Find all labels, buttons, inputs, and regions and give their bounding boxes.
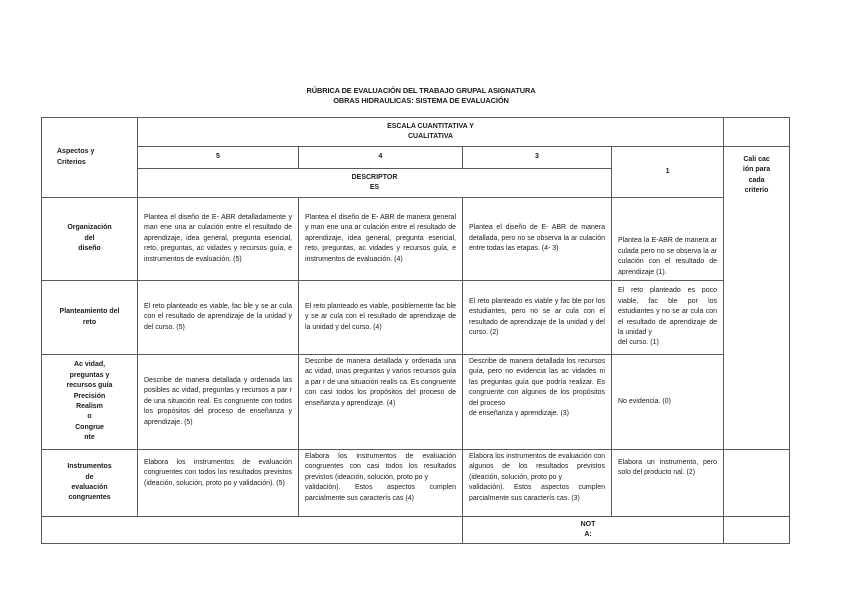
score-cell[interactable] bbox=[724, 450, 790, 517]
criterion-cell: Planteamiento del reto bbox=[42, 281, 138, 355]
header-empty-top bbox=[724, 118, 790, 147]
table-row bbox=[42, 450, 790, 517]
level-3-cell: El reto planteado es viable y fac ble por los estudiantes, pero no se ar cula con el resultado de aprendizaje de la unidad y del curso. (2) bbox=[463, 281, 612, 355]
level-1-cell: Elabora un instrumento, pero solo del producto nal. (2) bbox=[612, 450, 724, 517]
level-5-cell: Plantea el diseño de E- ABR detalladamente y man ene una ar culación entre el resultado de aprendizaje, idea general, pregunta esencial, reto, preguntas, ac vidades y recursos guía, e instrumentos de evaluación. (5) bbox=[138, 198, 299, 281]
level-4-cell: Elabora los instrumentos de evaluación congruentes con casi todos los resultados previstos (ideación, solución, proto po y validación). Estos aspectos cumplen parcialmente sus caracterís cas (4) bbox=[299, 450, 463, 517]
header-score-column: Cali cac ión para cada criterio bbox=[724, 147, 790, 450]
footer-empty bbox=[42, 517, 463, 544]
footer-row bbox=[42, 517, 790, 544]
level-3-cell: Describe de manera detallada los recursos guía, pero no evidencia las ac vidades ni las preguntas guía que podría realizar. Es congruente con algunos de los propósitos del proceso de enseñanza y aprendizaje. (3) bbox=[463, 355, 612, 450]
rubric-table bbox=[41, 117, 790, 544]
criterion-cell: Organización del diseño bbox=[42, 198, 138, 281]
level-1-cell: El reto planteado es poco viable, fac ble por los estudiantes y no se ar cula con el resultado de aprendizaje de la unidad y del curso. (1) bbox=[612, 281, 724, 355]
header-row-levels bbox=[42, 147, 790, 169]
header-descriptors: DESCRIPTOR ES bbox=[138, 169, 612, 198]
header-scale: ESCALA CUANTITATIVA Y CUALITATIVA bbox=[138, 118, 724, 147]
nota-value[interactable] bbox=[724, 517, 790, 544]
level-5-cell: Describe de manera detallada y ordenada las posibles ac vidad, preguntas y recursos a par r de una situación real. Es congruente con todos los propósitos del proceso de enseñanza y aprendizaje. (5) bbox=[138, 355, 299, 450]
table-row bbox=[42, 281, 790, 355]
level-4-cell: Plantea el diseño de E- ABR de manera general y man ene una ar culación entre el resultado de aprendizaje, idea general, pregunta esencial, reto, preguntas, ac vidades y recursos guía, e instrumentos de evaluación. (4) bbox=[299, 198, 463, 281]
criterion-cell: Instrumentos de evaluación congruentes bbox=[42, 450, 138, 517]
level-1-cell: Plantea la E-ABR de manera ar culada pero no se observa la ar culación con el resultado de aprendizaje (1). bbox=[612, 198, 724, 281]
nota-label: NOT A: bbox=[463, 517, 724, 544]
header-level-1: 1 bbox=[612, 147, 724, 198]
header-aspects: Aspectos y Criterios bbox=[42, 118, 138, 198]
level-5-cell: El reto planteado es viable, fac ble y se ar cula con el resultado de aprendizaje de la unidad y del curso. (5) bbox=[138, 281, 299, 355]
header-level-3: 3 bbox=[463, 147, 612, 169]
level-4-cell: Describe de manera detallada y ordenada una ac vidad, unas preguntas y varios recursos guía a par r de una situación realís ca. Es congruente con casi todos los propósitos del proceso de enseñanza y aprendizaje. (4) bbox=[299, 355, 463, 450]
level-3-cell: Plantea el diseño de E- ABR de manera detallada, pero no se observa la ar culación entre todas las etapas. (4- 3) bbox=[463, 198, 612, 281]
header-level-5: 5 bbox=[138, 147, 299, 169]
title-line-1: RÚBRICA DE EVALUACIÓN DEL TRABAJO GRUPAL ASIGNATURA bbox=[306, 86, 536, 95]
level-3-cell: Elabora los instrumentos de evaluación con algunos de los resultados previstos (ideación, solución, proto po y validación). Estos aspectos cumplen parcialmente sus caracterís cas. (3) bbox=[463, 450, 612, 517]
table-row bbox=[42, 198, 790, 281]
header-row-scale bbox=[42, 118, 790, 147]
table-row bbox=[42, 355, 790, 450]
header-level-4: 4 bbox=[299, 147, 463, 169]
document-title bbox=[0, 86, 842, 105]
level-5-cell: Elabora los instrumentos de evaluación congruentes con todos los resultados previstos (ideación, solución, proto po y validación). (5) bbox=[138, 450, 299, 517]
criterion-cell: Ac vidad, preguntas y recursos guía Precisión Realism o Congrue nte bbox=[42, 355, 138, 450]
level-1-cell: No evidencia. (0) bbox=[612, 355, 724, 450]
level-4-cell: El reto planteado es viable, posiblemente fac ble y se ar cula con el resultado de aprendizaje de la unidad y del curso. (4) bbox=[299, 281, 463, 355]
title-line-2: OBRAS HIDRAULICAS: SISTEMA DE EVALUACIÓN bbox=[333, 95, 509, 105]
